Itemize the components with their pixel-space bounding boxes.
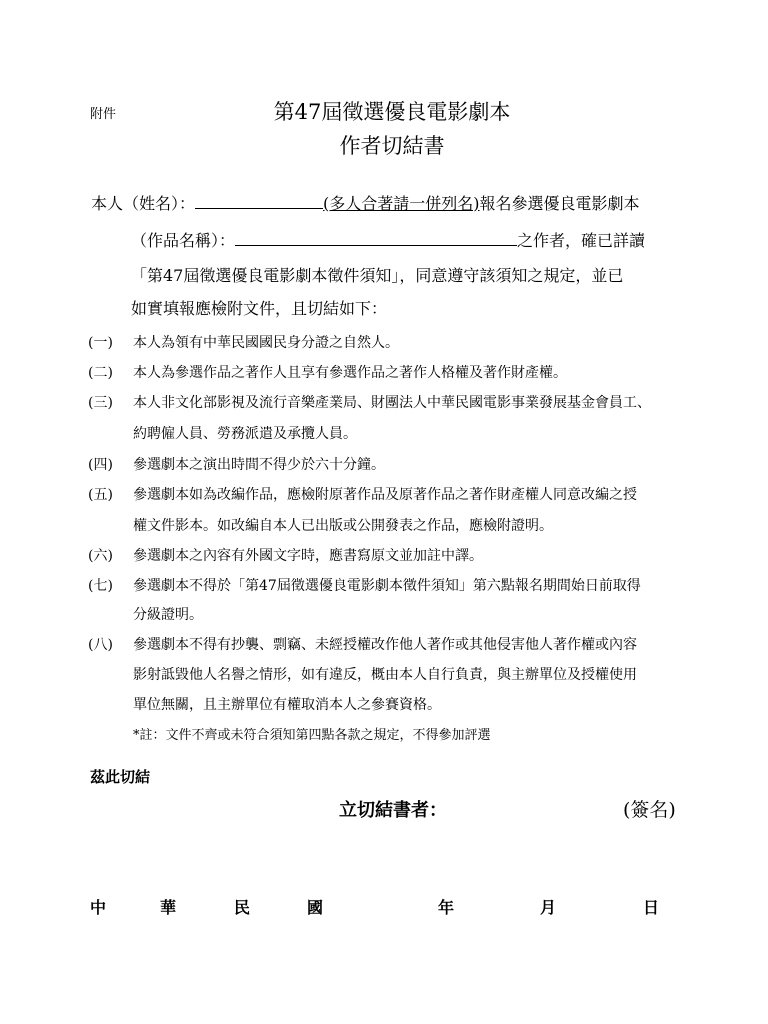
intro-line-3: 「第47屆徵選優良電影劇本徵件須知」，同意遵守該須知之規定，並已 bbox=[131, 266, 624, 285]
date-year-label: 年 bbox=[438, 898, 455, 917]
clause-text: 本人非文化部影視及流行音樂產業局、財團法人中華民國電影事業發展基金會員工、 bbox=[133, 395, 651, 411]
clause-text: 參選劇本不得有抄襲、剽竊、未經授權改作他人著作或其他侵害他人著作權或內容 bbox=[133, 637, 637, 653]
clause-number: (六) bbox=[88, 548, 113, 564]
clause-text: 本人為參選作品之著作人且享有參選作品之著作人格權及著作財產權。 bbox=[133, 365, 567, 381]
clause-text: 權文件影本。如改編自本人已出版或公開發表之作品，應檢附證明。 bbox=[133, 518, 553, 534]
date-day-label: 日 bbox=[643, 898, 660, 917]
intro-line-2 bbox=[131, 228, 645, 251]
intro-line-4: 如實填報應檢附文件，且切結如下： bbox=[131, 299, 388, 318]
clause-number: (一) bbox=[88, 335, 113, 351]
intro-line-2-suffix: 之作者，確已詳讀 bbox=[517, 231, 646, 250]
date-char-zhong: 中 bbox=[90, 898, 107, 917]
clause-text: 約聘僱人員、勞務派遣及承攬人員。 bbox=[133, 426, 357, 442]
intro-line-1-suffix: 報名參選優良電影劇本 bbox=[479, 194, 640, 213]
document-subtitle: 作者切結書 bbox=[339, 134, 445, 158]
document-title: 第47屆徵選優良電影劇本 bbox=[273, 100, 511, 124]
clause-text: 參選劇本如為改編作品，應檢附原著作品及原著作品之著作財產權人同意改編之授 bbox=[133, 487, 637, 503]
clause-number: (五) bbox=[88, 487, 113, 503]
intro-line-1 bbox=[91, 191, 640, 214]
work-title-prefix: （作品名稱）： bbox=[131, 231, 236, 250]
clause-text: 單位無關，且主辦單位有權取消本人之參賽資格。 bbox=[133, 697, 441, 713]
date-month-label: 月 bbox=[540, 898, 557, 917]
clause-text: 影射詆毀他人名譽之情形，如有違反，概由本人自行負責，與主辦單位及授權使用 bbox=[133, 667, 637, 683]
work-title-field-blank[interactable] bbox=[235, 229, 517, 246]
date-char-min: 民 bbox=[234, 898, 251, 917]
clause-number: (四) bbox=[88, 457, 113, 473]
clause-number: (二) bbox=[88, 365, 113, 381]
date-char-guo: 國 bbox=[307, 898, 324, 917]
clause-text: 參選劇本之演出時間不得少於六十分鐘。 bbox=[133, 457, 385, 473]
name-prefix: 本人（姓名）： bbox=[91, 194, 196, 213]
clause-text: 分級證明。 bbox=[133, 607, 203, 623]
signature-placeholder[interactable]: (簽名) bbox=[623, 799, 676, 821]
signer-label: 立切結書者： bbox=[339, 800, 447, 821]
clause-text: 參選劇本不得於「第47屆徵選優良電影劇本徵件須知」第六點報名期間始日前取得 bbox=[133, 578, 641, 594]
clause-number: (七) bbox=[88, 578, 113, 594]
attachment-label: 附件 bbox=[90, 107, 117, 122]
clause-number: (八) bbox=[88, 637, 113, 653]
name-field-blank[interactable] bbox=[195, 192, 323, 209]
clause-text: 參選劇本之內容有外國文字時，應書寫原文並加註中譯。 bbox=[133, 548, 483, 564]
coauthor-note: (多人合著請一併列名) bbox=[323, 194, 480, 213]
closing-statement: 茲此切結 bbox=[90, 768, 151, 786]
date-char-hua: 華 bbox=[160, 898, 177, 917]
clause-text: 本人為領有中華民國國民身分證之自然人。 bbox=[133, 335, 399, 351]
clause-number: (三) bbox=[88, 395, 113, 411]
footnote: *註：文件不齊或未符合須知第四點各款之規定，不得參加評選 bbox=[133, 728, 491, 743]
